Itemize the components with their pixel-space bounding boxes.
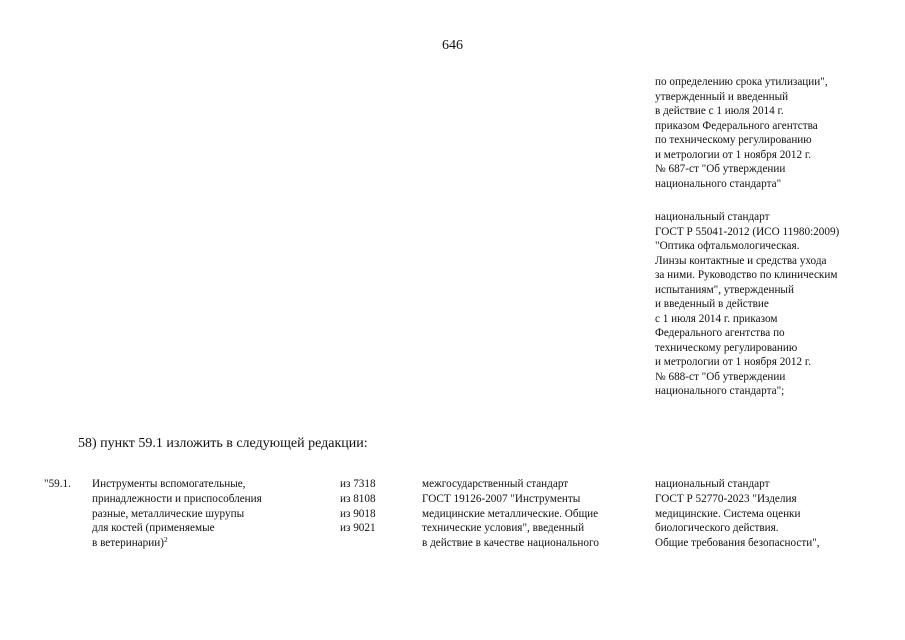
text-line: технические условия", введенный bbox=[422, 522, 585, 535]
text-line: биологического действия. bbox=[655, 522, 779, 535]
row-number-text: "59.1. bbox=[44, 478, 71, 490]
amendment-instruction: 58) пункт 59.1 изложить в следующей редакции: bbox=[78, 436, 368, 451]
text-line: и метрологии от 1 ноября 2012 г. bbox=[655, 356, 811, 368]
text-line: в действие с 1 июля 2014 г. bbox=[655, 105, 784, 117]
text-line: в действие в качестве национального bbox=[422, 537, 599, 550]
text-line: № 687-ст "Об утверждении bbox=[655, 163, 786, 175]
text-line: медицинские. Система оценки bbox=[655, 507, 801, 520]
text-line: и введенный в действие bbox=[655, 298, 769, 310]
tnved-code: из 7318 bbox=[340, 478, 376, 490]
text-line: техническому регулированию bbox=[655, 341, 798, 354]
text-line: принадлежности и приспособления bbox=[92, 492, 262, 505]
text-fragment: в ветеринарии) bbox=[92, 537, 164, 550]
text-line: и метрологии от 1 ноября 2012 г. bbox=[655, 148, 811, 161]
text-line: Общие требования безопасности", bbox=[655, 537, 820, 550]
tnved-code: из 9021 bbox=[340, 522, 376, 535]
continued-standard-text bbox=[655, 75, 895, 191]
text-line: приказом Федерального агентства bbox=[655, 119, 818, 132]
interstate-standard-cell bbox=[422, 477, 599, 551]
national-standard-cell bbox=[655, 477, 820, 551]
tnved-code: из 8108 bbox=[340, 492, 376, 505]
text-line: Инструменты вспомогательные, bbox=[92, 478, 246, 490]
text-line: национального стандарта"; bbox=[655, 385, 785, 397]
text-line: межгосударственный стандарт bbox=[422, 478, 569, 490]
text-line: утвержденный и введенный bbox=[655, 90, 789, 103]
text-line: с 1 июля 2014 г. приказом bbox=[655, 312, 778, 325]
national-standard-gost-55041 bbox=[655, 210, 895, 399]
text-line: испытаниям", утвержденный bbox=[655, 283, 794, 296]
row-number bbox=[44, 477, 71, 492]
page-number: 646 bbox=[442, 38, 463, 53]
text-line bbox=[92, 536, 262, 551]
text-line: ГОСТ 19126-2007 "Инструменты bbox=[422, 492, 581, 505]
text-line: ГОСТ Р 55041-2012 (ИСО 11980:2009) bbox=[655, 225, 840, 238]
text-line: национального стандарта" bbox=[655, 177, 782, 190]
text-line: разные, металлические шурупы bbox=[92, 507, 245, 520]
text-line: национальный стандарт bbox=[655, 478, 770, 490]
text-line: Федерального агентства по bbox=[655, 327, 785, 339]
text-line: за ними. Руководство по клиническим bbox=[655, 269, 838, 281]
text-line: по определению срока утилизации", bbox=[655, 76, 828, 88]
text-line: "Оптика офтальмологическая. bbox=[655, 240, 800, 252]
product-name-cell bbox=[92, 477, 262, 551]
text-line: ГОСТ Р 52770-2023 "Изделия bbox=[655, 492, 797, 505]
text-line: № 688-ст "Об утверждении bbox=[655, 370, 786, 383]
text-line: национальный стандарт bbox=[655, 211, 770, 223]
text-line: для костей (применяемые bbox=[92, 522, 215, 535]
footnote-marker: 2 bbox=[163, 535, 168, 545]
text-line: Линзы контактные и средства ухода bbox=[655, 254, 827, 267]
tnved-code: из 9018 bbox=[340, 507, 376, 520]
tnved-codes-cell bbox=[340, 477, 376, 536]
text-line: медицинские металлические. Общие bbox=[422, 507, 599, 520]
text-line: по техническому регулированию bbox=[655, 134, 812, 146]
